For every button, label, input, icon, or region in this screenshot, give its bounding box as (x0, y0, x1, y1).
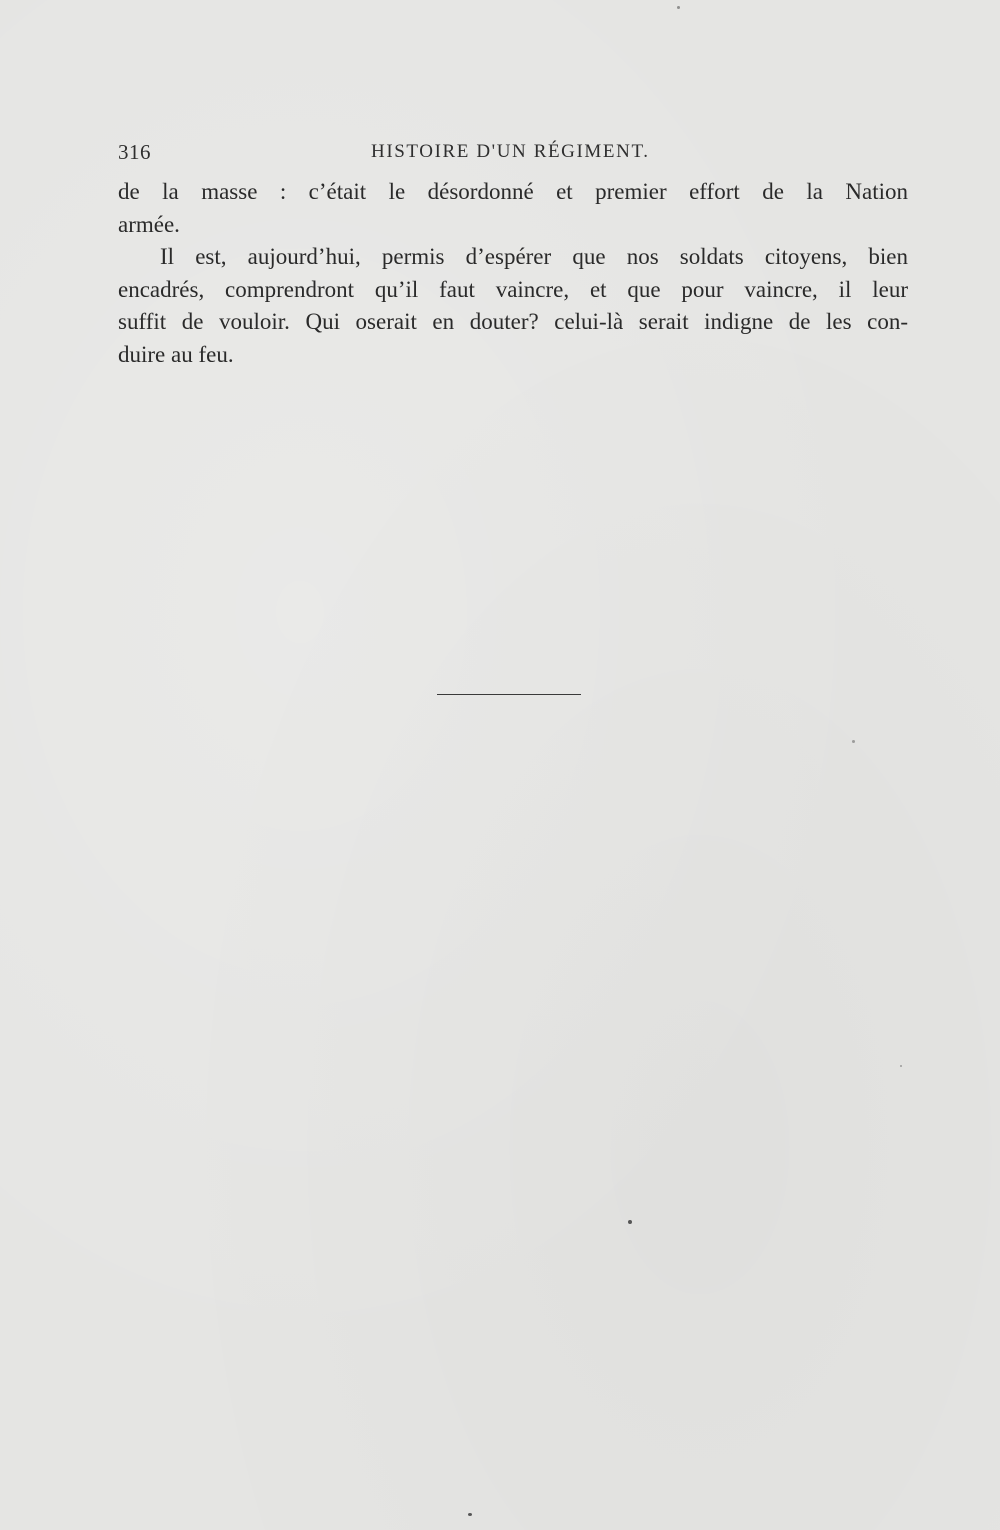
body-text (118, 176, 908, 371)
section-divider (437, 694, 581, 695)
running-head (118, 140, 908, 166)
paper-speck (677, 6, 680, 9)
text-line: de la masse : c’était le désordonné et premier effort de la Nation (118, 179, 908, 204)
paper-speck (852, 740, 855, 743)
text-line: armée. (118, 211, 180, 237)
text-line: encadrés, comprendront qu’il faut vaincre, et que pour vaincre, il leur (118, 276, 908, 302)
page-number: 316 (118, 140, 151, 164)
paper-speck (628, 1220, 632, 1224)
text-line: duire au feu. (118, 341, 234, 367)
text-line: Il est, aujourd’hui, permis d’espérer que nos soldats citoyens, bien (160, 244, 908, 269)
running-title: HISTOIRE D'UN RÉGIMENT. (371, 141, 650, 162)
paper-speck (468, 1513, 472, 1516)
text-line: suffit de vouloir. Qui oserait en douter? celui-là serait indigne de les con- (118, 309, 908, 334)
paper-speck (900, 1065, 902, 1067)
